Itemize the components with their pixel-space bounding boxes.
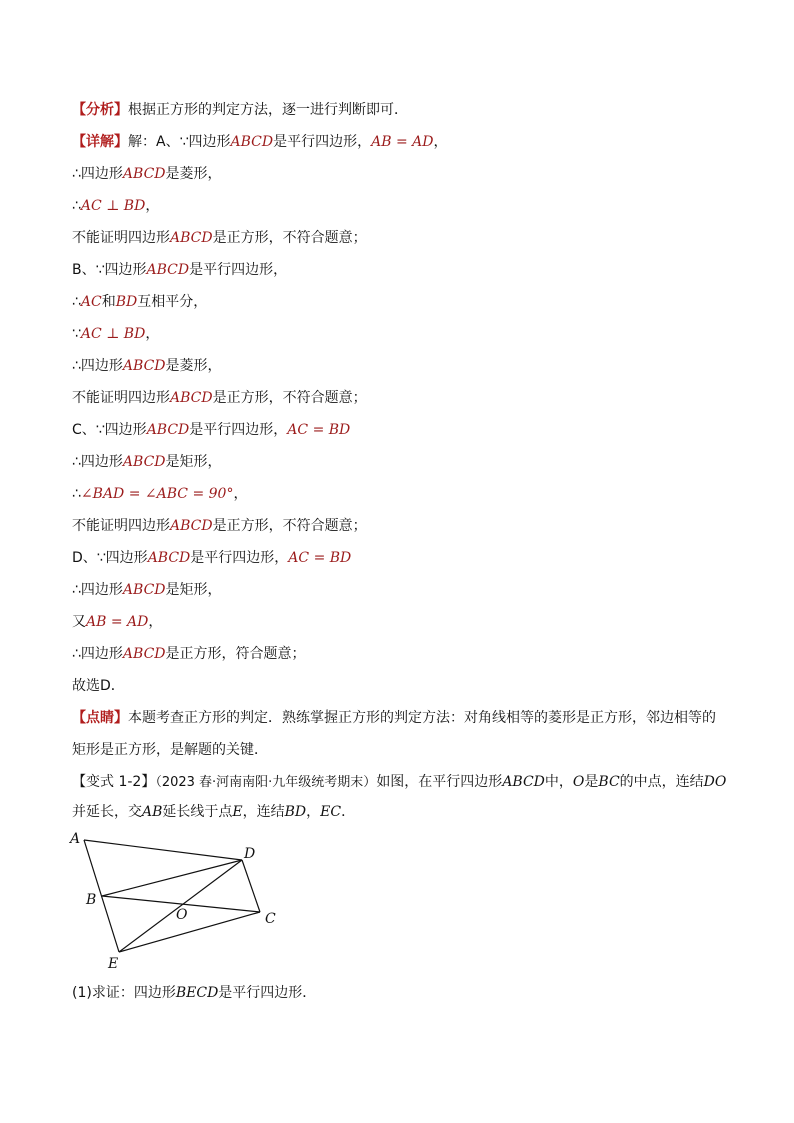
line-math: BD [115, 294, 138, 310]
solution-line [72, 228, 367, 248]
line-text: 是正方形，不符合题意； [212, 518, 367, 534]
comment-line-2 [72, 740, 268, 760]
line-text: 是平行四边形， [189, 262, 288, 278]
line-text: ， [233, 486, 248, 502]
line-text: ∴四边形 [72, 358, 123, 374]
line-text: 互相平分， [137, 294, 208, 310]
solution-line [72, 388, 367, 408]
variant-math: E [232, 804, 243, 820]
variant-source: （2023 春·河南南阳·九年级统考期末） [155, 775, 377, 790]
variant-text: 中， [544, 774, 573, 790]
segment-ed [119, 860, 242, 952]
variant-text: ， [306, 804, 321, 820]
line-text: C、∵四边形 [72, 422, 147, 438]
label-d: D [244, 846, 256, 862]
line-text: ∵ [72, 326, 81, 342]
variant-math: ABCD [502, 774, 545, 790]
detail-math-eq: AB = AD [371, 134, 434, 150]
line-math: AC = BD [288, 550, 352, 566]
line-text: ， [145, 198, 160, 214]
solution-line [72, 324, 159, 344]
line-text: 不能证明四边形 [72, 518, 170, 534]
solution-line [72, 196, 159, 216]
analysis-line [72, 100, 408, 120]
segment-dc [242, 860, 260, 912]
analysis-tag: 【分析】 [72, 102, 128, 118]
segment-bd [102, 860, 242, 896]
solution-line [72, 164, 222, 184]
variant-line-1 [72, 772, 726, 793]
line-math: AC = BD [287, 422, 351, 438]
line-text: ∴四边形 [72, 582, 123, 598]
line-text: 是正方形，不符合题意； [212, 390, 367, 406]
detail-text: 解：A、∵四边形 [128, 134, 231, 150]
label-c: C [265, 911, 276, 927]
variant-text: ，连结 [242, 804, 285, 820]
line-text: 不能证明四边形 [72, 230, 170, 246]
line-text: ∴ [72, 294, 81, 310]
variant-math: BC [598, 774, 620, 790]
line-text: B、∵四边形 [72, 262, 147, 278]
variant-line-2 [72, 802, 355, 822]
line-text: 是平行四边形， [189, 422, 288, 438]
line-text: 又 [72, 614, 86, 630]
segment-ad [84, 840, 242, 860]
line-text: 是矩形， [165, 582, 222, 598]
line-text: ∴四边形 [72, 646, 123, 662]
solution-line [72, 644, 306, 664]
line-math: ABCD [122, 358, 166, 374]
question-post: 是平行四边形． [218, 985, 317, 1001]
variant-text: 的中点，连结 [619, 774, 704, 790]
line-text: ∴四边形 [72, 454, 123, 470]
variant-math: EC [320, 804, 342, 820]
line-math: ABCD [146, 262, 190, 278]
detail-math-abcd: ABCD [230, 134, 274, 150]
label-o: O [176, 907, 188, 923]
detail-line [72, 132, 447, 152]
detail-tag: 【详解】 [72, 134, 128, 150]
detail-end: ， [433, 134, 448, 150]
variant-text: ． [341, 804, 356, 820]
solution-line [72, 420, 350, 440]
solution-line [72, 452, 222, 472]
line-math: ABCD [147, 550, 191, 566]
line-text: 是矩形， [165, 454, 222, 470]
solution-line [72, 516, 367, 536]
line-text: 是正方形，符合题意； [165, 646, 306, 662]
line-text: ， [148, 614, 163, 630]
variant-math: O [572, 774, 585, 790]
line-math: ∠BAD = ∠ABC = 90° [80, 486, 234, 502]
variant-math: DO [703, 774, 727, 790]
parallelogram-figure [68, 826, 288, 976]
line-math: ABCD [122, 454, 166, 470]
line-math: ABCD [170, 390, 213, 406]
line-math: AC ⊥ BD [80, 326, 146, 342]
variant-text: 是 [584, 774, 599, 790]
line-math: ABCD [146, 422, 190, 438]
line-text: ∴ [72, 486, 81, 502]
comment-line-1 [72, 708, 716, 728]
solution-line [72, 612, 162, 632]
solution-line [72, 676, 125, 696]
solution-line [72, 580, 222, 600]
solution-line [72, 260, 287, 280]
label-b: B [86, 892, 97, 908]
line-text: 故选D． [72, 678, 125, 694]
line-text: D、∵四边形 [72, 550, 148, 566]
variant-math: BD [284, 804, 307, 820]
line-math: ABCD [122, 166, 166, 182]
line-text: ∴ [72, 198, 81, 214]
solution-line [72, 292, 207, 312]
line-math: ABCD [170, 230, 213, 246]
variant-text: 如图，在平行四边形 [376, 774, 503, 790]
question-math: BECD [175, 985, 219, 1001]
variant-math: AB [142, 804, 163, 820]
line-text: ， [145, 326, 160, 342]
comment-text-2: 矩形是正方形，是解题的关键． [72, 742, 268, 758]
line-text: 是菱形， [165, 358, 222, 374]
solution-line [72, 356, 222, 376]
label-a: A [70, 831, 81, 847]
line-math: AC [80, 294, 102, 310]
variant-text: 并延长，交 [72, 804, 142, 820]
line-text: ∴四边形 [72, 166, 123, 182]
detail-mid: 是平行四边形， [273, 134, 372, 150]
line-text: 是正方形，不符合题意； [212, 230, 367, 246]
question-line [72, 983, 316, 1003]
line-text: 不能证明四边形 [72, 390, 170, 406]
variant-text: 延长线于点 [162, 804, 233, 820]
line-text: 是平行四边形， [190, 550, 289, 566]
analysis-text: 根据正方形的判定方法，逐一进行判断即可． [128, 102, 408, 118]
solution-line [72, 548, 351, 568]
line-math: ABCD [122, 646, 166, 662]
comment-tag: 【点睛】 [72, 710, 128, 726]
variant-tag: 【变式 1-2】 [72, 774, 156, 790]
line-math: ABCD [170, 518, 213, 534]
question-text: (1)求证：四边形 [72, 985, 176, 1001]
line-math: AC ⊥ BD [80, 198, 146, 214]
line-math: ABCD [122, 582, 166, 598]
label-e: E [108, 956, 119, 972]
line-text: 是菱形， [165, 166, 222, 182]
solution-line [72, 484, 247, 504]
line-math: AB = AD [86, 614, 149, 630]
comment-text-1: 本题考查正方形的判定．熟练掌握正方形的判定方法：对角线相等的菱形是正方形，邻边相等的 [128, 710, 716, 726]
segment-ec [119, 912, 260, 952]
line-text: 和 [101, 294, 116, 310]
